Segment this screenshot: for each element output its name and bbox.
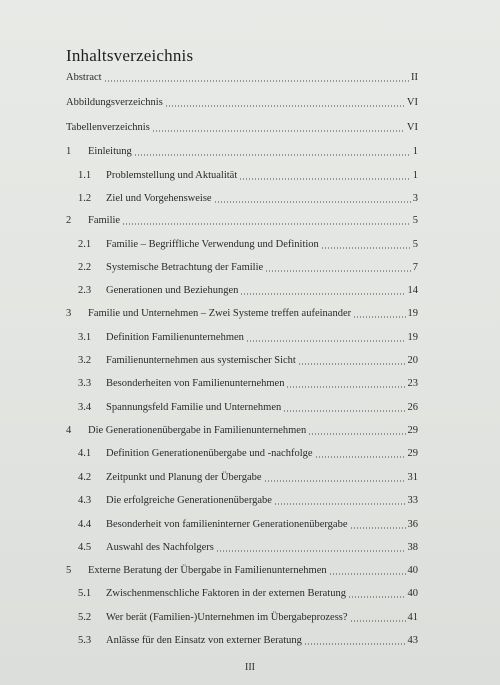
- page-number-footer: III: [245, 662, 255, 673]
- dot-leader: [308, 433, 405, 435]
- dot-leader: [216, 550, 406, 552]
- toc-entry-page: 14: [407, 285, 418, 296]
- dot-leader: [348, 596, 406, 598]
- toc-entry-title: Anlässe für den Einsatz von externer Beratung: [106, 635, 302, 646]
- toc-entry-page: 31: [407, 472, 418, 483]
- toc-entry-title: Ziel und Vorgehensweise: [106, 193, 212, 204]
- toc-entry-number: 3.1: [78, 332, 92, 343]
- toc-entry-title: Zeitpunkt und Planung der Übergabe: [106, 472, 262, 483]
- toc-entry-page: 7: [412, 262, 418, 273]
- toc-entry-section-4-4: [78, 513, 418, 531]
- toc-entry-page: 1: [412, 146, 418, 157]
- toc-entry-title: Spannungsfeld Familie und Unternehmen: [106, 402, 282, 413]
- toc-entry-section-1-1: [78, 164, 418, 182]
- toc-entry-section-4-5: [78, 536, 418, 554]
- toc-entry-number: 3.2: [78, 355, 92, 366]
- toc-entry-page: 5: [412, 215, 418, 226]
- toc-entry-page: II: [411, 72, 418, 83]
- toc-entry-number: 1.1: [78, 170, 92, 181]
- toc-entry-section-4-3: [78, 489, 418, 507]
- dot-leader: [286, 386, 405, 388]
- toc-entry-title: Einleitung: [88, 146, 132, 157]
- toc-entry-title: Problemstellung und Aktualität: [106, 170, 238, 181]
- toc-entry-number: 4: [66, 425, 72, 436]
- toc-entry-page: 23: [407, 378, 418, 389]
- dot-leader: [350, 620, 406, 622]
- toc-entry-number: 5.3: [78, 635, 92, 646]
- toc-entry-page: 41: [407, 612, 418, 623]
- dot-leader: [264, 480, 406, 482]
- toc-entry-page: VI: [406, 97, 418, 108]
- toc-entry-title: Familie – Begriffliche Verwendung und Definition: [106, 239, 319, 250]
- toc-entry-number: 4.3: [78, 495, 92, 506]
- toc-entry-title: Besonderheit von familieninterner Generationenübergabe: [106, 519, 348, 530]
- toc-entry-page: VI: [406, 122, 418, 133]
- dot-leader: [240, 293, 405, 295]
- toc-entry-title: Abstract: [66, 72, 102, 83]
- toc-entry-title: Definition Generationenübergabe und -nachfolge: [106, 448, 313, 459]
- toc-entry-number: 5.1: [78, 588, 92, 599]
- dot-leader: [134, 154, 411, 156]
- toc-entry-section-3-3: [78, 372, 418, 390]
- toc-entry-number: 1: [66, 146, 72, 157]
- toc-entry-title: Die erfolgreiche Generationenübergabe: [106, 495, 272, 506]
- toc-entry-title: Wer berät (Familien-)Unternehmen im Übergabeprozess?: [106, 612, 348, 623]
- dot-leader: [329, 573, 406, 575]
- dot-leader: [283, 410, 405, 412]
- toc-entry-title: Externe Beratung der Übergabe in Familienunternehmen: [88, 565, 327, 576]
- toc-entry-title: Familie und Unternehmen – Zwei Systeme treffen aufeinander: [88, 308, 352, 319]
- toc-entry-section-4-1: [78, 442, 418, 460]
- toc-entry-chapter-3: [66, 302, 418, 320]
- toc-entry-title: Abbildungsverzeichnis: [66, 97, 163, 108]
- dot-leader: [298, 363, 406, 365]
- toc-entry-number: 4.1: [78, 448, 92, 459]
- toc-entry-title: Familie: [88, 215, 121, 226]
- toc-entry-section-5-3: [78, 629, 418, 647]
- toc-entry-page: 43: [407, 635, 418, 646]
- toc-entry-page: 29: [407, 425, 418, 436]
- toc-entry-section-5-1: [78, 582, 418, 600]
- dot-leader: [165, 105, 405, 107]
- dot-leader: [265, 270, 411, 272]
- toc-entry-section-3-4: [78, 396, 418, 414]
- toc-entry-title: Generationen und Beziehungen: [106, 285, 239, 296]
- dot-leader: [274, 503, 406, 505]
- toc-entry-page: 29: [407, 448, 418, 459]
- toc-entry-section-5-2: [78, 606, 418, 624]
- toc-entry-number: 4.4: [78, 519, 92, 530]
- toc-entry-number: 2.3: [78, 285, 92, 296]
- toc-entry-number: 2.2: [78, 262, 92, 273]
- toc-heading: Inhaltsverzeichnis: [66, 46, 194, 65]
- toc-entry-number: 5: [66, 565, 72, 576]
- toc-entry-page: 20: [407, 355, 418, 366]
- toc-entry-title: Definition Familienunternehmen: [106, 332, 244, 343]
- toc-entry-page: 33: [407, 495, 418, 506]
- toc-entry-page: 38: [407, 542, 418, 553]
- dot-leader: [214, 201, 411, 203]
- toc-entry-page: 26: [407, 402, 418, 413]
- dot-leader: [304, 643, 406, 645]
- dot-leader: [315, 456, 406, 458]
- toc-entry-number: 2: [66, 215, 72, 226]
- toc-entry-title: Familienunternehmen aus systemischer Sicht: [106, 355, 296, 366]
- dot-leader: [353, 316, 405, 318]
- dot-leader: [321, 247, 411, 249]
- toc-entry-number: 3: [66, 308, 72, 319]
- dot-leader: [246, 340, 406, 342]
- toc-entry-chapter-5: [66, 559, 418, 577]
- dot-leader: [239, 178, 411, 180]
- toc-entry-section-3-2: [78, 349, 418, 367]
- toc-entry-section-2-3: [78, 279, 418, 297]
- toc-entry-page: 19: [407, 332, 418, 343]
- toc-entry-page: 40: [407, 588, 418, 599]
- toc-entry-section-3-1: [78, 326, 418, 344]
- dot-leader: [122, 223, 411, 225]
- toc-entry-title: Tabellenverzeichnis: [66, 122, 150, 133]
- toc-entry-title: Auswahl des Nachfolgers: [106, 542, 214, 553]
- toc-entry-page: 3: [412, 193, 418, 204]
- toc-entry-page: 19: [407, 308, 418, 319]
- toc-entry-title: Zwischenmenschliche Faktoren in der externen Beratung: [106, 588, 346, 599]
- toc-entry-title: Die Generationenübergabe in Familienunternehmen: [88, 425, 307, 436]
- toc-entry-chapter-4: [66, 419, 418, 437]
- dot-leader: [104, 80, 409, 82]
- toc-entry-section-1-2: [78, 187, 418, 205]
- toc-entry-page: 36: [407, 519, 418, 530]
- toc-entry-section-4-2: [78, 466, 418, 484]
- toc-entry-abbildungsverzeichnis: [66, 91, 418, 109]
- toc-entry-chapter-2: [66, 209, 418, 227]
- toc-entry-page: 1: [412, 170, 418, 181]
- toc-entry-page: 5: [412, 239, 418, 250]
- toc-entry-number: 4.5: [78, 542, 92, 553]
- toc-entry-section-2-1: [78, 233, 418, 251]
- toc-entry-number: 3.4: [78, 402, 92, 413]
- toc-entry-number: 3.3: [78, 378, 92, 389]
- toc-entry-page: 40: [407, 565, 418, 576]
- toc-entry-section-2-2: [78, 256, 418, 274]
- dot-leader: [152, 130, 405, 132]
- toc-entry-chapter-1: [66, 140, 418, 158]
- toc-entry-number: 2.1: [78, 239, 92, 250]
- toc-entry-number: 1.2: [78, 193, 92, 204]
- toc-entry-abstract: [66, 66, 418, 84]
- toc-entry-title: Systemische Betrachtung der Familie: [106, 262, 264, 273]
- toc-entry-number: 4.2: [78, 472, 92, 483]
- toc-entry-number: 5.2: [78, 612, 92, 623]
- toc-entry-title: Besonderheiten von Familienunternehmen: [106, 378, 285, 389]
- toc-entry-tabellenverzeichnis: [66, 116, 418, 134]
- dot-leader: [350, 527, 406, 529]
